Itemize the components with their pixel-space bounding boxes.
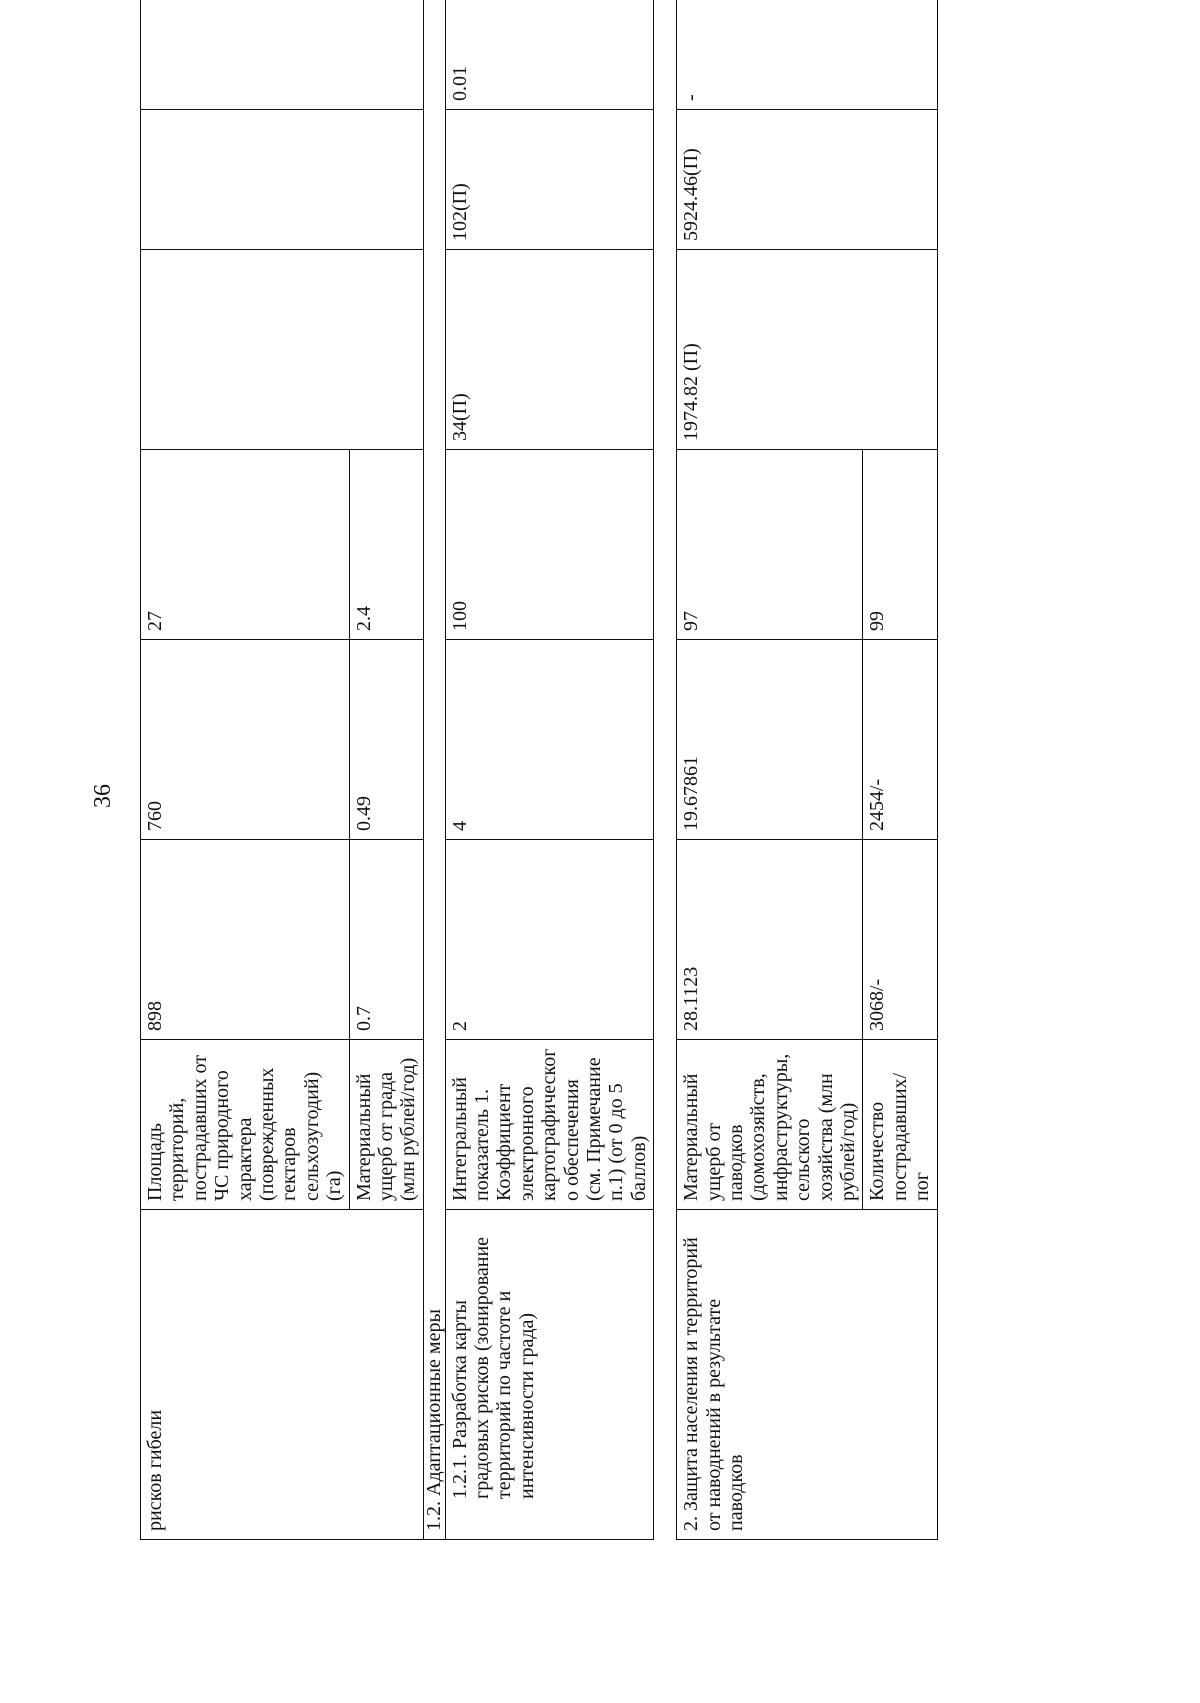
- value-cell: 0.7: [349, 840, 423, 1040]
- table-row: [141, 0, 350, 1540]
- empty-cell: [141, 110, 424, 250]
- value-cell: 2: [445, 840, 654, 1040]
- empty-cell: [141, 0, 424, 110]
- indicator-cell: Количество пострадавших/пог: [863, 1040, 937, 1210]
- goal-cell: рисков гибели: [141, 1210, 424, 1540]
- empty-cell: [141, 250, 424, 450]
- cost-cell: 5924.46(П): [677, 110, 937, 250]
- value-cell: 2454/-: [863, 640, 937, 840]
- value-cell: 19.67861: [677, 640, 863, 840]
- indicator-cell: Площадь территорий, пострадавших от ЧС природного характера (поврежденных гектаров сельхозугодий) (га): [141, 1040, 350, 1210]
- measure-cell: 1.2.1. Разработка карты градовых рисков (зонирование территорий по частоте и интенсивности града): [445, 1210, 654, 1540]
- value-cell: 898: [141, 840, 350, 1040]
- cost-cell: -: [677, 0, 937, 110]
- section-row: [423, 0, 445, 1540]
- value-cell: 4: [445, 640, 654, 840]
- indicator-cell: Материальный ущерб от паводков (домохозяйств, инфраструктуры, сельского хозяйства (млн рублей/год): [677, 1040, 863, 1210]
- table-lower: [676, 0, 937, 1540]
- page-number: 36: [90, 784, 116, 808]
- value-cell: 2.4: [349, 450, 423, 640]
- value-cell: 760: [141, 640, 350, 840]
- value-cell: 100: [445, 450, 654, 640]
- cost-cell: 34(П): [445, 250, 654, 450]
- section-heading: 1.2. Адаптационные меры: [423, 0, 445, 1540]
- value-cell: 99: [863, 450, 937, 640]
- table-upper: [140, 0, 654, 1540]
- value-cell: 3068/-: [863, 840, 937, 1040]
- cost-cell: 0.01: [445, 0, 654, 110]
- indicator-cell: Материальный ущерб от града (млн рублей/год): [349, 1040, 423, 1210]
- value-cell: 28.1123: [677, 840, 863, 1040]
- goal-cell: 2. Защита населения и территорий от наводнений в результате паводков: [677, 1210, 937, 1540]
- cost-cell: 1974.82 (П): [677, 250, 937, 450]
- value-cell: 97: [677, 450, 863, 640]
- value-cell: 0.49: [349, 640, 423, 840]
- table-row: [445, 0, 654, 1540]
- rotated-table-wrapper: [140, 0, 938, 1540]
- table-row: [677, 0, 863, 1540]
- cost-cell: 102(П): [445, 110, 654, 250]
- indicator-cell: Интегральный показатель 1. Коэффициент электронного картографическог о обеспечения (см. Примечание п.1) (от 0 до 5 баллов): [445, 1040, 654, 1210]
- value-cell: 27: [141, 450, 350, 640]
